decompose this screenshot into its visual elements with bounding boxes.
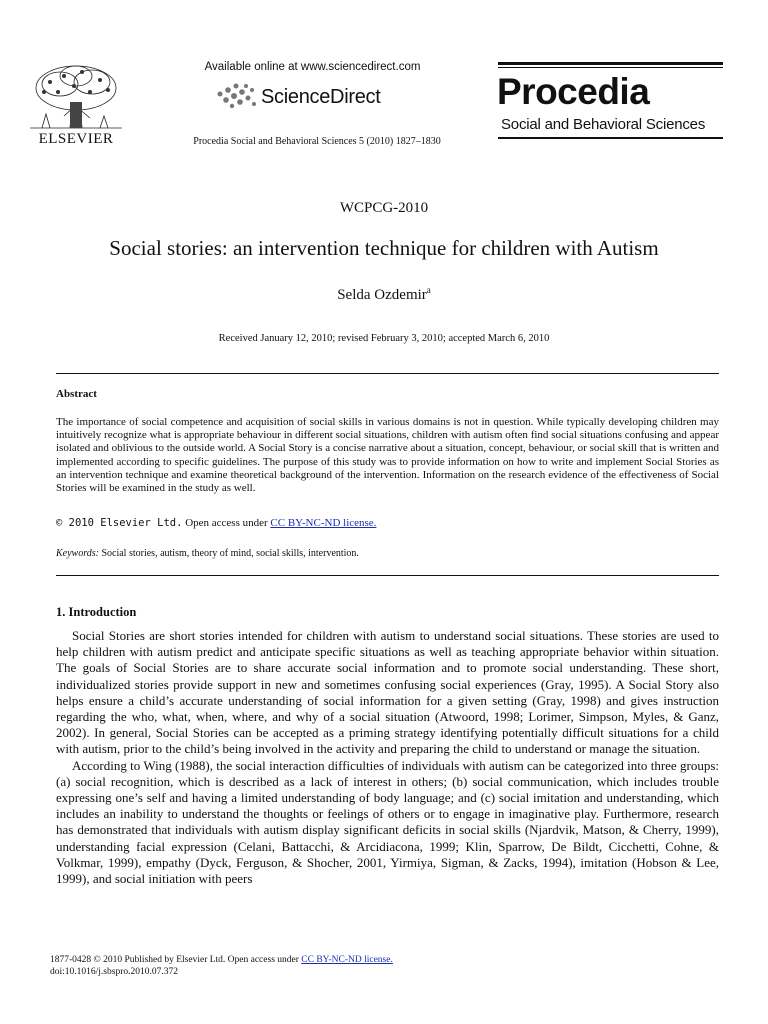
keywords-line (56, 548, 359, 559)
copyright-text: © 2010 Elsevier Ltd. (56, 517, 183, 529)
introduction-body (56, 628, 719, 887)
author-line (0, 285, 768, 304)
copyright-line (56, 517, 376, 529)
abstract-text: The importance of social competence and acquisition of social skills in various domains is not in question. While typically developing children may intuitively recognize what is appropriate behaviour in different social situations, children with autism often find social situations confusing and appear isolated and oblivious to the outside world. A Social Story is a concise narrative about a situation, concept, behaviour, or social skill that is written and implemented according to specific guidelines. The purpose of this study was to provide information on how to write and implement Social Stories as an intervention technique and examine theoretical background of the intervention. Information on the research evidence of the effectiveness of Social Stories will be examined in the study as well. (56, 416, 719, 495)
available-online-text[interactable]: Available online at www.sciencedirect.com (204, 61, 421, 73)
procedia-top-rule-thin (498, 67, 723, 68)
author-affiliation-mark: a (426, 285, 431, 295)
abstract-bottom-rule (56, 575, 719, 576)
paragraph: Social Stories are short stories intended for children with autism to understand social situations. These stories are used to help children with autism predict and anticipate specific situations as well as teaching appropriate behavior within situation. The goals of Social Stories are to share accurate social information and to promote social understanding. These short, individualized stories provide support in new and sometimes confusing social experiences (Gray, 1995). A Social Story also helps ensure a child’s accurate understanding of social information for a given setting (Gray, 1998) and gives instruction regarding the who, what, when, where, and why of a social situation (Atwoord, 1998; Lorimer, Simpson, Myles, & Ganz, 2002). In general, Social Stories can be accepted as a priming strategy identifying potentially difficult situations for a child with autism, prior to the child’s being involved in the activity and preparing the child to understand or manage the situation. (56, 628, 719, 757)
keywords-text: Social stories, autism, theory of mind, social skills, intervention. (98, 548, 359, 559)
license-link[interactable]: CC BY-NC-ND license. (270, 517, 377, 529)
sciencedirect-wordmark: ScienceDirect (261, 86, 381, 108)
journal-citation: Procedia Social and Behavioral Sciences 5 (2010) 1827–1830 (193, 136, 441, 147)
doi-text: doi:10.1016/j.sbspro.2010.07.372 (50, 967, 178, 977)
procedia-bottom-rule (498, 137, 723, 139)
abstract-top-rule (56, 373, 719, 374)
procedia-top-rule (498, 62, 723, 65)
footer-issn-text: 1877-0428 © 2010 Published by Elsevier Ltd. Open access under (50, 955, 302, 965)
procedia-logo-subtitle: Social and Behavioral Sciences (501, 116, 706, 133)
footer-license-line (50, 954, 393, 966)
procedia-logo-title: Procedia (497, 71, 650, 112)
article-title: Social stories: an intervention technique for children with Autism (109, 236, 659, 260)
footer-license-link[interactable]: CC BY-NC-ND license. (301, 955, 393, 965)
open-access-text: Open access under (182, 517, 271, 529)
publisher-name: ELSEVIER (38, 131, 114, 147)
abstract-heading: Abstract (56, 388, 97, 400)
received-dates: Received January 12, 2010; revised February 3, 2010; accepted March 6, 2010 (218, 333, 550, 344)
author-name: Selda Ozdemir (337, 287, 427, 303)
section-heading-introduction: 1. Introduction (56, 605, 137, 619)
keywords-label: Keywords: (56, 548, 99, 559)
conference-name: WCPCG-2010 (339, 200, 429, 216)
paragraph: According to Wing (1988), the social interaction difficulties of individuals with autism can be categorized into three groups: (a) social recognition, which is described as a lack of interest in others; (b) social communication, which includes trouble expressing one’s self and having a limited understanding of body language; and (c) social imitation and understanding, which includes an inability to understand the thoughts or feelings of others or to engage in imaginative play. Furthermore, research has demonstrated that individuals with autism display significant deficits in social skills (Njardvik, Matson, & Cherry, 1999), understanding facial expression (Celani, Battacchi, & Arcidiacona, 1999; Klin, Sparrow, De Bildt, Cicchetti, Cohne, & Volkmar, 1999), empathy (Dyck, Ferguson, & Shocher, 2001, Yirmiya, Sigman, & Zacks, 1994), imitation (Hobson & Lee, 1999), and social initiation with peers (56, 757, 719, 887)
page-footer (50, 954, 393, 978)
